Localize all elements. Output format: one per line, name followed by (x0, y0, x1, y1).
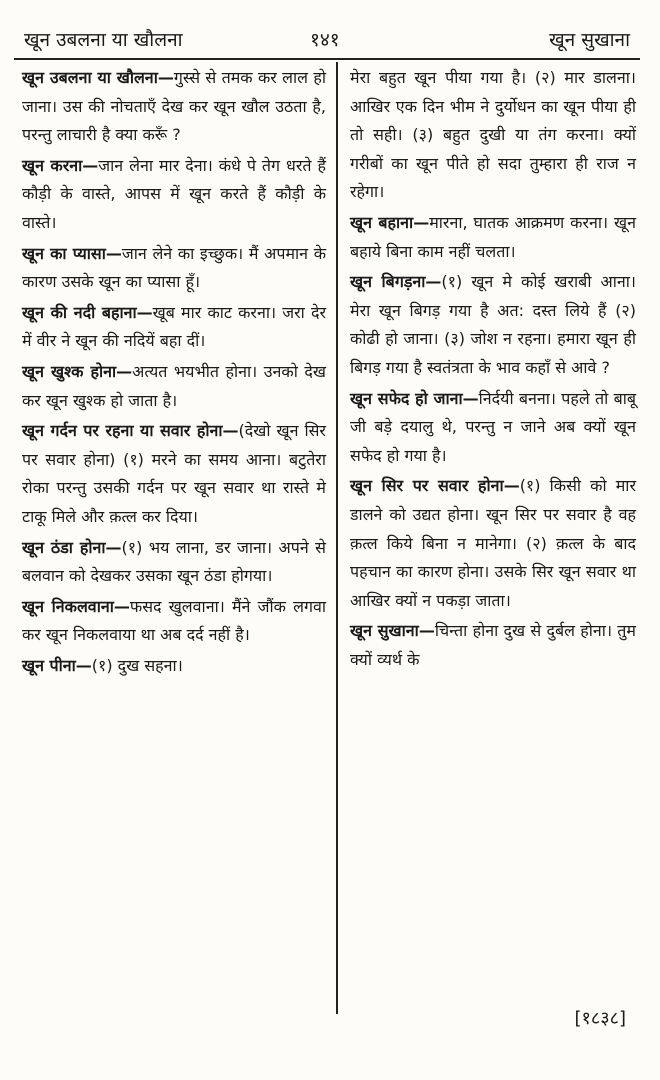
entry-term: खून बहाना (350, 212, 414, 232)
entry-definition: गुस्से से तमक कर लाल हो जाना। उस की नोचताएँ देख कर खून खौल उठता है, परन्तु लाचारी है क्या करूँ ? (22, 68, 327, 145)
entry-definition: चिन्ता होना दुख से दुर्बल होना। तुम क्यों व्यर्थ के (350, 621, 636, 669)
dictionary-entry-continued (350, 64, 636, 207)
entry-definition: (१) भय लाना, डर जाना। अपने से बलवान को देखकर उसका खून ठंडा होगया। (22, 537, 326, 586)
entry-term: खून करना (22, 155, 83, 175)
entry-term: खून उबलना या खौलना (22, 68, 158, 87)
dictionary-page (14, 22, 640, 1062)
entry-term: खून बिगड़ना (350, 272, 426, 292)
dictionary-entry: खून बिगड़ना—(१) खून मे कोई खराबी आना। मेरा खून बिगड़ गया है अत: दस्त लिये हैं (२) कोढी हो जाना। (३) जोश न रहना। हमारा खून ही बिगड़ गया है स्वतंत्रता के भाव कहाँ से आवे ? (350, 272, 636, 377)
entry-definition: (देखो खून सिर पर सवार होना) (१) मरने का समय आना। बटुतेरा रोका परन्तु उसकी गर्दन पर खून सवार था रास्ते मे टाकू मिले और क़त्ल कर दिया। (22, 421, 326, 526)
dictionary-entry: खून उबलना या खौलना—गुस्से से तमक कर लाल हो जाना। उस की नोचताएँ देख कर खून खौल उठता है, परन्तु लाचारी है क्या करूँ ? (22, 68, 327, 145)
entry-term: खून खुश्क होना (22, 361, 117, 381)
page-number: १४१ (310, 29, 340, 51)
entry-definition: खूब मार काट करना। जरा देर में वीर ने खून की नदियें बहा दीं। (22, 302, 326, 351)
dictionary-entry: खून सुखाना—चिन्ता होना दुख से दुर्बल होना। तुम क्यों व्यर्थ के (350, 621, 636, 669)
two-column-body (14, 58, 640, 1020)
dictionary-entry: खून पीना—(१) दुख सहना। (22, 655, 183, 675)
dictionary-entry: खून खुश्क होना—अत्यत भयभीत होना। उनको देख कर खून खुश्क हो जाता है। (22, 361, 326, 410)
left-column (22, 64, 326, 682)
entry-definition: (१) खून मे कोई खराबी आना। मेरा खून बिगड़ गया है अत: दस्त लिये हैं (२) कोढी हो जाना। (३) जोश न रहना। हमारा खून ही बिगड़ गया है स्वतंत्रता के भाव कहाँ से आवे ? (350, 272, 636, 377)
dictionary-entry: खून का प्यासा—जान लेने का इच्छुक। मैं अपमान के कारण उसके खून का प्यासा हूँ। (22, 243, 326, 292)
signature-code: [१८३८] (574, 1008, 626, 1029)
entry-term: खून गर्दन पर रहना या सवार होना (22, 421, 223, 441)
entry-term: खून सफेद हो जाना (350, 388, 463, 408)
entry-definition: अत्यत भयभीत होना। उनको देख कर खून खुश्क हो जाता है। (22, 361, 326, 410)
entry-definition: फसद खुलवाना। मैंने जौंक लगवा कर खून निकलवाया था अब दर्द नहीं है। (22, 596, 326, 645)
entry-definition: जान लेने का इच्छुक। मैं अपमान के कारण उसके खून का प्यासा हूँ। (22, 243, 326, 292)
entry-term: खून सिर पर सवार होना (350, 476, 504, 496)
entry-definition: (१) दुख सहना। (91, 655, 183, 675)
entry-term: खून का प्यासा (22, 243, 106, 263)
dictionary-entry: खून सफेद हो जाना—निर्दयी बनना। पहले तो बाबू जी बड़े दयालु थे, परन्तु न जाने अब क्यों खून सफेद हो गया है। (350, 388, 636, 465)
entry-term: खून निकलवाना (22, 596, 114, 616)
header-left-guideword: खून उबलना या खौलना (24, 29, 183, 51)
page-header (14, 22, 640, 58)
dictionary-entry: खून गर्दन पर रहना या सवार होना—(देखो खून सिर पर सवार होना) (१) मरने का समय आना। बटुतेरा रोका परन्तु उसकी गर्दन पर खून सवार था रास्ते मे टाकू मिले और क़त्ल कर दिया। (22, 421, 326, 526)
entry-definition: (१) किसी को मार डालने को उद्यत होना। खून सिर पर सवार है वह क़त्ल किये बिना न मानेगा। (२) क़त्ल के बाद पहचान का कारण होना। उसके सिर खून सवार था आखिर क्यों न पकड़ा जाता। (350, 476, 636, 610)
dictionary-entry: खून बहाना—मारना, घातक आक्रमण करना। खून बहाये बिना काम नहीं चलता। (350, 212, 636, 261)
entry-definition: जान लेना मार देना। कंधे पे तेग धरते हैं कौड़ी के वास्ते, आपस में खून करते हैं कौड़ी के वास्ते। (22, 155, 326, 232)
dictionary-entry: खून ठंडा होना—(१) भय लाना, डर जाना। अपने से बलवान को देखकर उसका खून ठंडा होगया। (22, 537, 326, 586)
entry-definition: मेरा बहुत खून पीया गया है। (२) मार डालना। आखिर एक दिन भीम ने दुर्योधन का खून पीया ही तो सही। (३) बहुत दुखी या तंग करना। क्यों गरीबों का खून पीते हो सदा तुम्हारा ही राज न रहेगा। (350, 68, 636, 202)
dictionary-entry: खून सिर पर सवार होना—(१) किसी को मार डालने को उद्यत होना। खून सिर पर सवार है वह क़त्ल किये बिना न मानेगा। (२) क़त्ल के बाद पहचान का कारण होना। उसके सिर खून सवार था आखिर क्यों न पकड़ा जाता। (350, 476, 636, 610)
column-divider (336, 62, 338, 1014)
entry-term: खून सुखाना (350, 621, 419, 641)
entry-definition: मारना, घातक आक्रमण करना। खून बहाये बिना काम नहीं चलता। (350, 212, 636, 261)
header-right-guideword: खून सुखाना (549, 29, 630, 51)
dictionary-entry: खून की नदी बहाना—खूब मार काट करना। जरा देर में वीर ने खून की नदियें बहा दीं। (22, 302, 326, 351)
entry-term: खून की नदी बहाना (22, 302, 137, 322)
dictionary-entry: खून निकलवाना—फसद खुलवाना। मैंने जौंक लगवा कर खून निकलवाया था अब दर्द नहीं है। (22, 596, 326, 645)
entry-term: खून पीना (22, 655, 76, 675)
entry-definition: निर्दयी बनना। पहले तो बाबू जी बड़े दयालु थे, परन्तु न जाने अब क्यों खून सफेद हो गया है। (350, 388, 636, 465)
entry-term: खून ठंडा होना (22, 537, 106, 557)
dictionary-entry: खून करना—जान लेना मार देना। कंधे पे तेग धरते हैं कौड़ी के वास्ते, आपस में खून करते हैं कौड़ी के वास्ते। (22, 155, 326, 232)
right-column (350, 64, 636, 676)
